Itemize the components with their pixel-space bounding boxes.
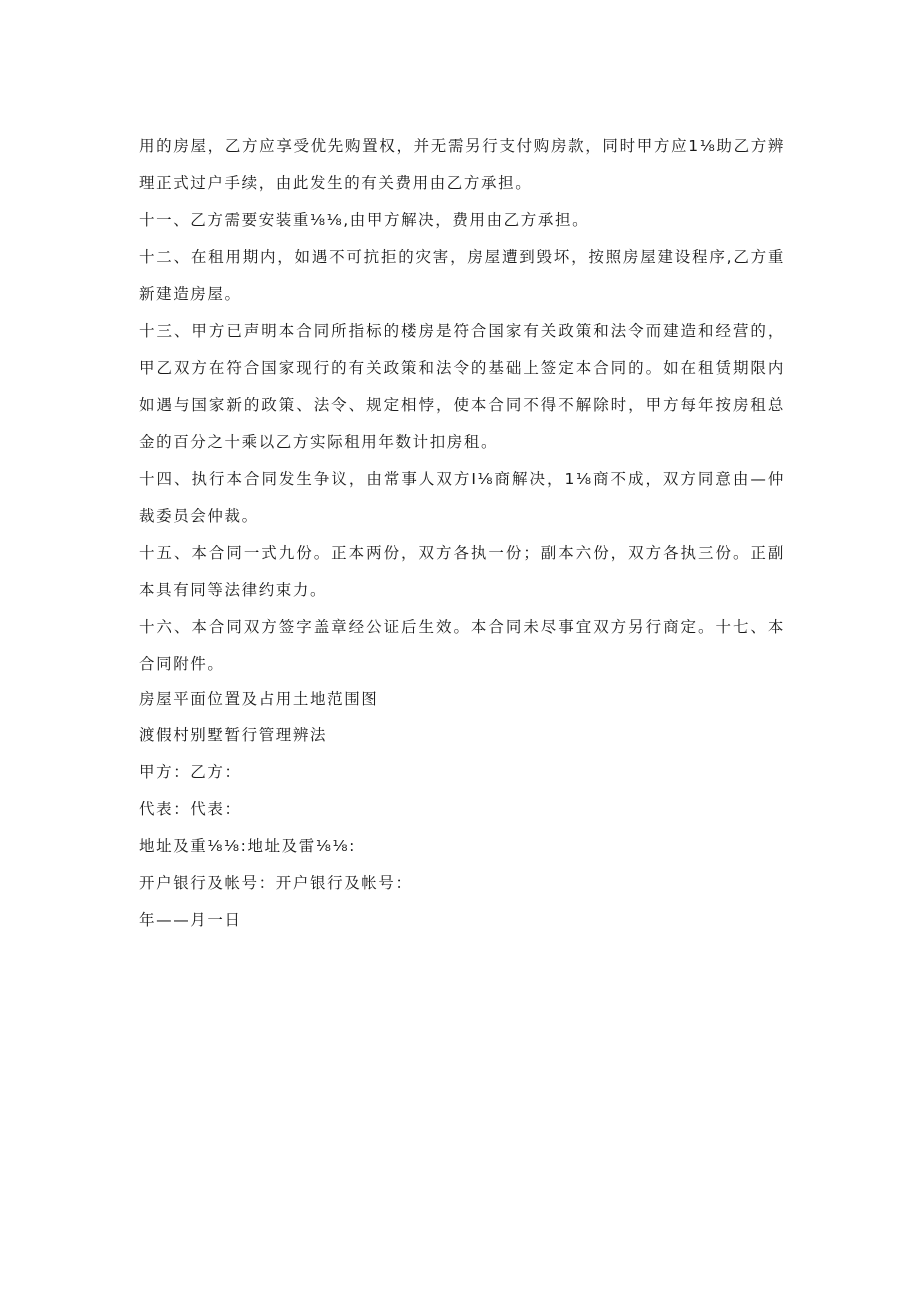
signature-bank-accounts: 开户银行及帐号：开户银行及帐号： bbox=[139, 874, 413, 892]
paragraph-clause-11: 十一、乙方需要安装重⅛⅛,由甲方解决，费用由乙方承担。 bbox=[139, 211, 590, 229]
paragraph-clause-15: 十五、本合同一式九份。正本两份，双方各执一份；副本六份，双方各执三份。正副本具有同等法律约束力。 bbox=[139, 544, 785, 599]
paragraph-ownership-transfer: 用的房屋，乙方应享受优先购置权，并无需另行支付购房款，同时甲方应1⅛助乙方辨理正式过户手续，由此发生的有关费用由乙方承担。 bbox=[139, 137, 785, 192]
paragraph-clause-16: 十六、本合同双方签字盖章经公证后生效。本合同未尽事宜双方另行商定。十七、本合同附件。 bbox=[139, 618, 785, 673]
attachment-management-rules: 渡假村别墅暂行管理辨法 bbox=[139, 726, 328, 744]
signature-parties: 甲方：乙方： bbox=[139, 763, 242, 781]
paragraph-clause-13: 十三、甲方已声明本合同所指标的楼房是符合国家有关政策和法令而建造和经营的，甲乙双方在符合国家现行的有关政策和法令的基础上签定本合同的。如在租赁期限内如遇与国家新的政策、法令、规定相悖，使本合同不得不解除时，甲方每年按房租总金的百分之十乘以乙方实际租用年数计扣房租。 bbox=[139, 322, 785, 451]
attachment-floor-plan: 房屋平面位置及占用土地范围图 bbox=[139, 690, 379, 708]
paragraph-clause-12: 十二、在租用期内，如遇不可抗拒的灾害，房屋遭到毁坏，按照房屋建设程序,乙方重新建造房屋。 bbox=[139, 248, 785, 303]
paragraph-clause-14: 十四、执行本合同发生争议，由常事人双方I⅛商解决，1⅛商不成，双方同意由—仲裁委员会仲裁。 bbox=[139, 470, 785, 525]
signature-date: 年——月一日 bbox=[139, 911, 242, 929]
signature-representatives: 代表：代表： bbox=[139, 800, 242, 818]
signature-addresses: 地址及重⅛⅛:地址及雷⅛⅛: bbox=[139, 837, 356, 855]
